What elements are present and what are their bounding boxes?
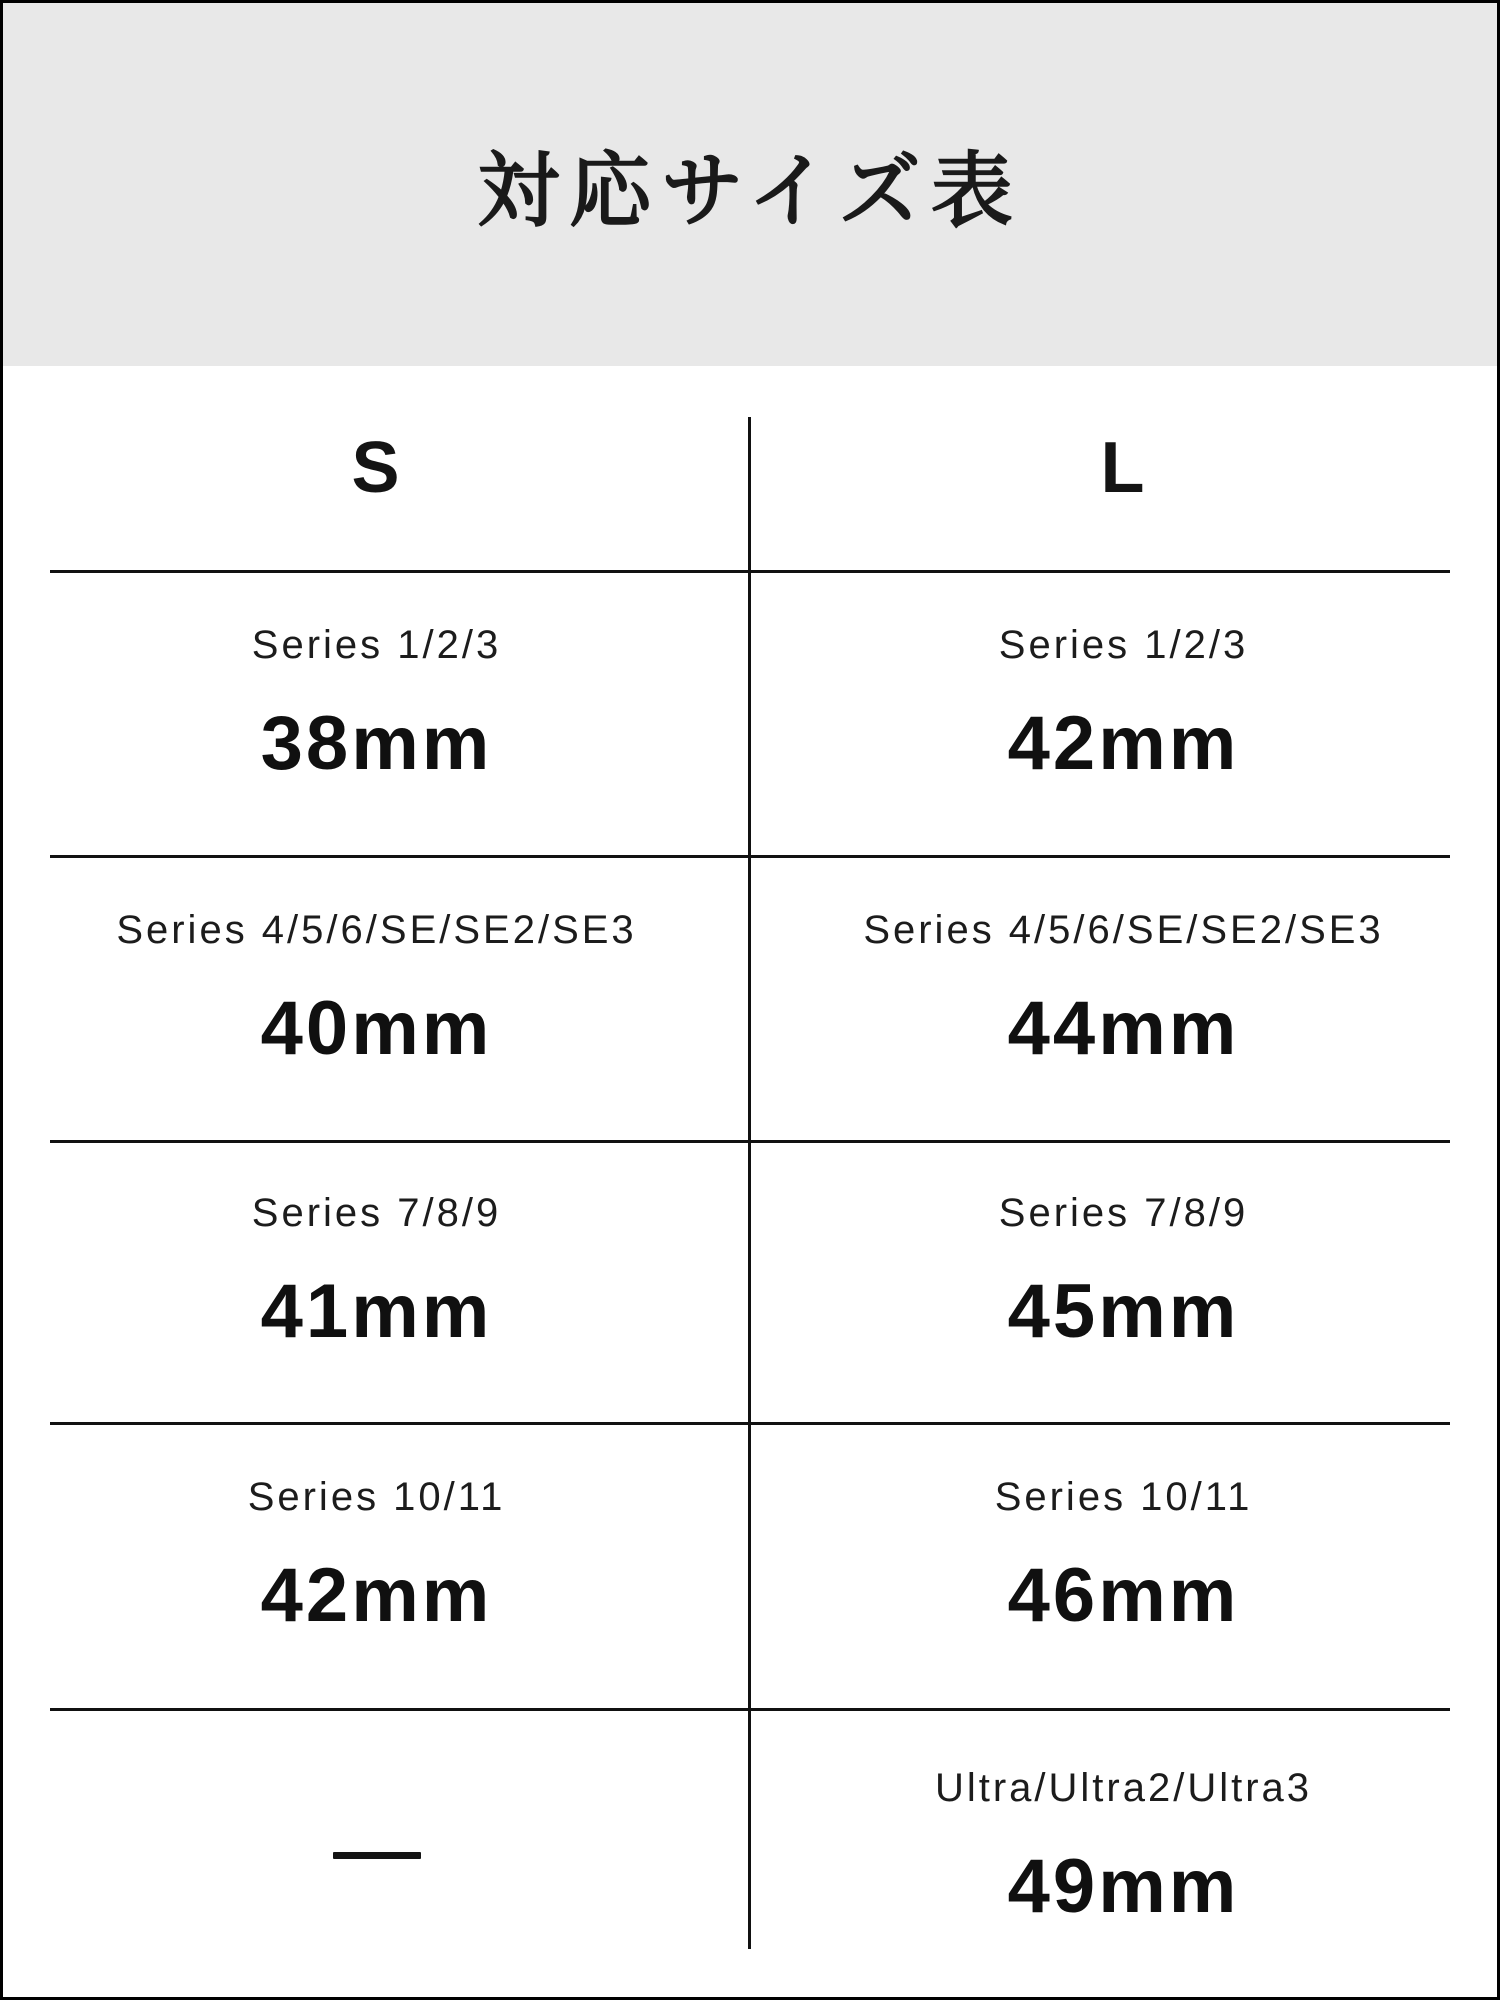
size-value: 45mm	[1007, 1269, 1240, 1354]
cell-l-ultra	[750, 1708, 1497, 2000]
cell-s-series789	[3, 1140, 750, 1422]
column-header-l	[750, 366, 1497, 570]
column-divider-line	[748, 417, 751, 1949]
cell-l-series789	[750, 1140, 1497, 1422]
chart-header-band	[3, 3, 1497, 366]
series-label: Series 10/11	[247, 1475, 506, 1519]
size-value: 49mm	[1007, 1843, 1240, 1929]
empty-dash-mark	[333, 1852, 421, 1859]
series-label: Series 1/2/3	[251, 622, 502, 667]
column-header-l-label: L	[1100, 428, 1147, 508]
size-value: 41mm	[260, 1269, 493, 1354]
size-value: 42mm	[260, 1553, 493, 1638]
size-value: 46mm	[1007, 1553, 1240, 1638]
cell-l-series1011	[750, 1422, 1497, 1708]
size-value: 42mm	[1007, 700, 1240, 786]
cell-s-series1011	[3, 1422, 750, 1708]
column-header-s	[3, 366, 750, 570]
cell-s-series123	[3, 570, 750, 855]
series-label: Series 10/11	[994, 1475, 1253, 1519]
series-label: Series 4/5/6/SE/SE2/SE3	[863, 907, 1384, 952]
cell-s-empty	[3, 1708, 750, 2000]
size-value: 40mm	[260, 985, 493, 1071]
cell-l-series123	[750, 570, 1497, 855]
series-label: Series 4/5/6/SE/SE2/SE3	[116, 907, 637, 952]
series-label: Ultra/Ultra2/Ultra3	[934, 1765, 1313, 1810]
page-title: 対応サイズ表	[477, 146, 1023, 237]
column-header-s-label: S	[351, 428, 402, 508]
series-label: Series 7/8/9	[251, 1191, 502, 1235]
cell-s-series456se	[3, 855, 750, 1140]
cell-l-series456se	[750, 855, 1497, 1140]
series-label: Series 1/2/3	[998, 622, 1249, 667]
size-value: 44mm	[1007, 985, 1240, 1071]
size-value: 38mm	[260, 700, 493, 786]
series-label: Series 7/8/9	[998, 1191, 1249, 1235]
